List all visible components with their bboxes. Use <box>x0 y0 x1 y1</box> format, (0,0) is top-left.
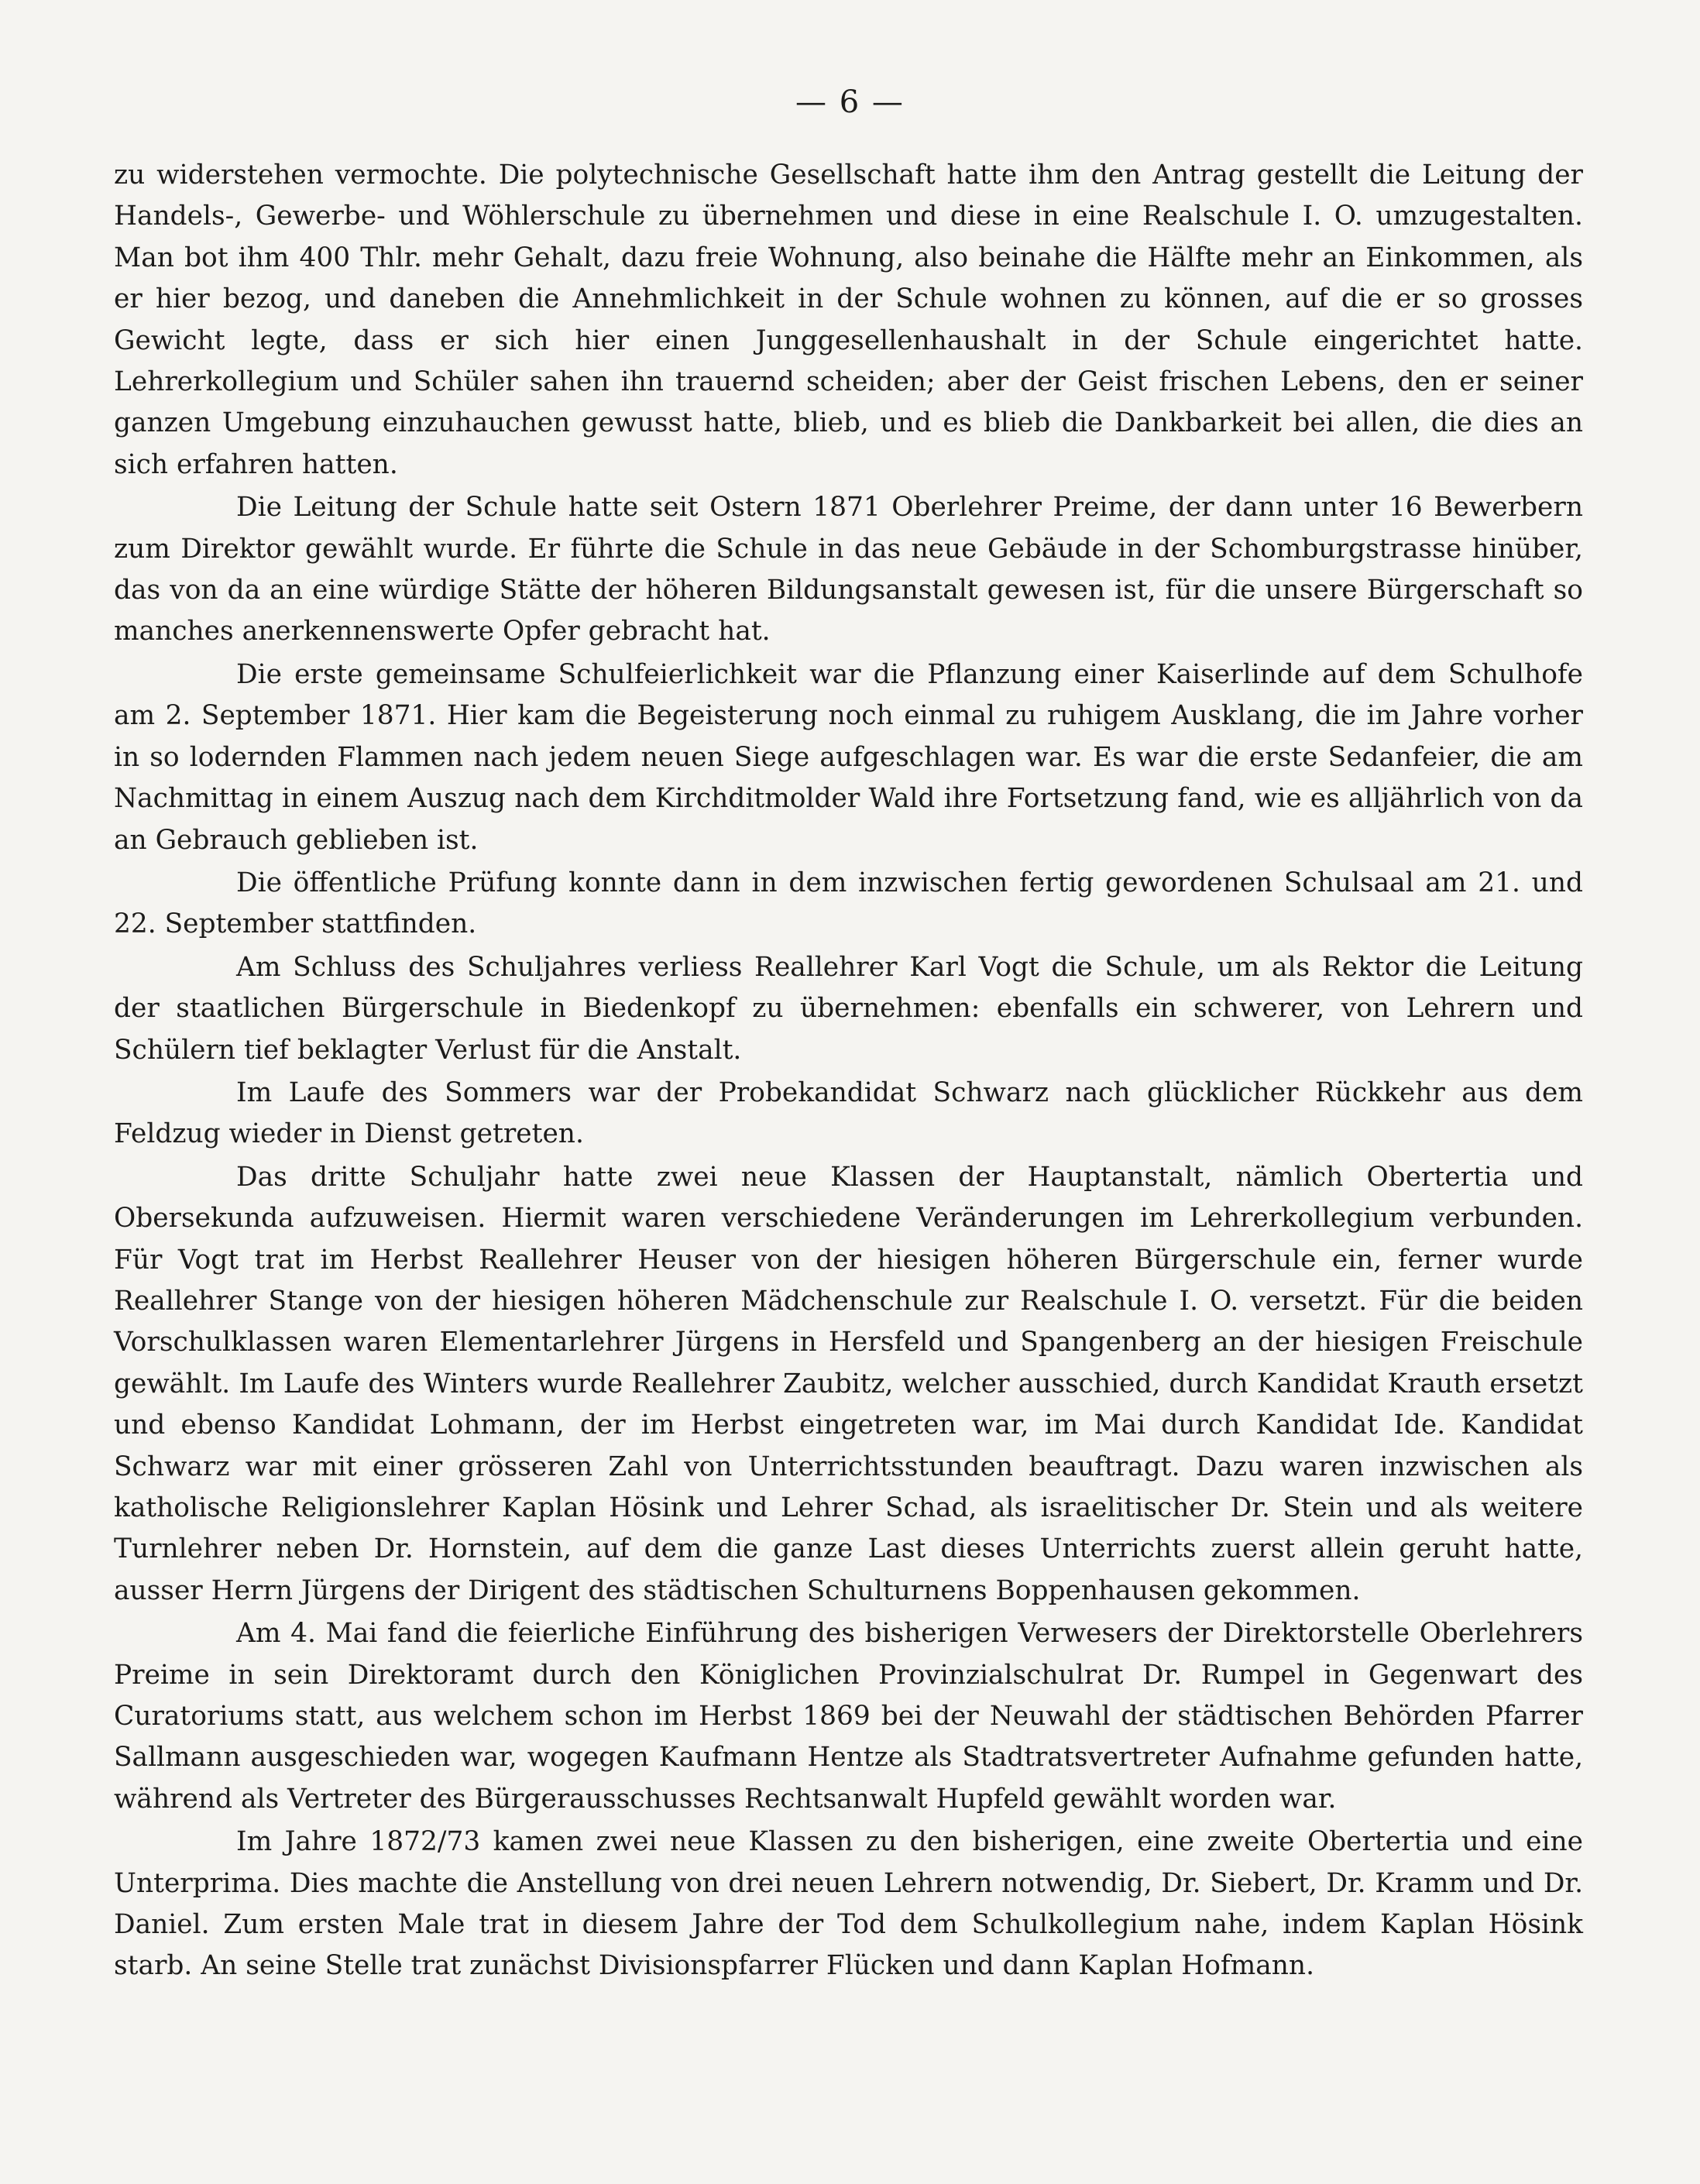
paragraph-8: Am 4. Mai fand die feierliche Einführung des bisherigen Verwesers der Direktorstelle Oberlehrers Preime in sein Direktoramt durch den Königlichen Provinzialschulrat Dr. Rumpel in Gegenwart des Curatoriums statt, aus welchem schon im Herbst 1869 bei der Neuwahl der städtischen Behörden Pfarrer Sallmann ausgeschieden war, wogegen Kaufmann Hentze als Stadtratsvertreter Aufnahme gefunden hatte, während als Vertreter des Bürgerausschusses Rechtsanwalt Hupfeld gewählt worden war. <box>114 1618 1583 1815</box>
paragraph-9: Im Jahre 1872/73 kamen zwei neue Klassen zu den bisherigen, eine zweite Obertertia und eine Unterprima. Dies machte die Anstellung von drei neuen Lehrern notwendig, Dr. Siebert, Dr. Kramm und Dr. Daniel. Zum ersten Male trat in diesem Jahre der Tod dem Schulkollegium nahe, indem Kaplan Hösink starb. An seine Stelle trat zunächst Divisionspfarrer Flücken und dann Kaplan Hofmann. <box>114 1826 1583 1982</box>
paragraph-1: zu widerstehen vermochte. Die polytechnische Gesellschaft hatte ihm den Antrag gestellt die Leitung der Handels-, Gewerbe- und Wöhlerschule zu übernehmen und diese in eine Realschule I. O. umzugestalten. Man bot ihm 400 Thlr. mehr Gehalt, dazu freie Wohnung, also beinahe die Hälfte mehr an Einkommen, als er hier bezog, und daneben die Annehmlichkeit in der Schule wohnen zu können, auf die er so grosses Gewicht legte, dass er sich hier einen Junggesellenhaushalt in der Schule eingerichtet hatte. Lehrerkollegium und Schüler sahen ihn trauernd scheiden; aber der Geist frischen Lebens, den er seiner ganzen Umgebung einzuhauchen gewusst hatte, blieb, und es blieb die Dankbarkeit bei allen, die dies an sich erfahren hatten. <box>114 160 1583 480</box>
paragraph-4: Die öffentliche Prüfung konnte dann in dem inzwischen fertig gewordenen Schulsaal am 21. und 22. September stattfinden. <box>114 867 1583 940</box>
body-text <box>114 155 1583 1989</box>
page-number: — 6 — <box>795 84 905 120</box>
paragraph-6: Im Laufe des Sommers war der Probekandidat Schwarz nach glücklicher Rückkehr aus dem Feldzug wieder in Dienst getreten. <box>114 1077 1583 1150</box>
paragraph-7: Das dritte Schuljahr hatte zwei neue Klassen der Hauptanstalt, nämlich Obertertia und Obersekunda aufzuweisen. Hiermit waren verschiedene Veränderungen im Lehrerkollegium verbunden. Für Vogt trat im Herbst Reallehrer Heuser von der hiesigen höheren Bürgerschule ein, ferner wurde Reallehrer Stange von der hiesigen höheren Mädchenschule zur Realschule I. O. versetzt. Für die beiden Vorschulklassen waren Elementarlehrer Jürgens in Hersfeld und Spangenberg an der hiesigen Freischule gewählt. Im Laufe des Winters wurde Reallehrer Zaubitz, welcher ausschied, durch Kandidat Krauth ersetzt und ebenso Kandidat Lohmann, der im Herbst eingetreten war, im Mai durch Kandidat Ide. Kandidat Schwarz war mit einer grösseren Zahl von Unterrichtsstunden beauftragt. Dazu waren inzwischen als katholische Religionslehrer Kaplan Hösink und Lehrer Schad, als israelitischer Dr. Stein und als weitere Turnlehrer neben Dr. Hornstein, auf dem die ganze Last dieses Unterrichts zuerst allein geruht hatte, ausser Herrn Jürgens der Dirigent des städtischen Schulturnens Boppenhausen gekommen. <box>114 1161 1583 1606</box>
paragraph-2: Die Leitung der Schule hatte seit Ostern 1871 Oberlehrer Preime, der dann unter 16 Bewerbern zum Direktor gewählt wurde. Er führte die Schule in das neue Gebäude in der Schomburgstrasse hinüber, das von da an eine würdige Stätte der höheren Bildungsanstalt gewesen ist, für die unsere Bürgerschaft so manches anerkennenswerte Opfer gebracht hat. <box>114 492 1583 647</box>
paragraph-3: Die erste gemeinsame Schulfeierlichkeit war die Pflanzung einer Kaiserlinde auf dem Schulhofe am 2. September 1871. Hier kam die Begeisterung noch einmal zu ruhigem Ausklang, die im Jahre vorher in so lodernden Flammen nach jedem neuen Siege aufgeschlagen war. Es war die erste Sedanfeier, die am Nachmittag in einem Auszug nach dem Kirchditmolder Wald ihre Fortsetzung fand, wie es alljährlich von da an Gebrauch geblieben ist. <box>114 658 1583 856</box>
paragraph-5: Am Schluss des Schuljahres verliess Reallehrer Karl Vogt die Schule, um als Rektor die Leitung der staatlichen Bürgerschule in Biedenkopf zu übernehmen: ebenfalls ein schwerer, von Lehrern und Schülern tief beklagter Verlust für die Anstalt. <box>114 951 1583 1066</box>
